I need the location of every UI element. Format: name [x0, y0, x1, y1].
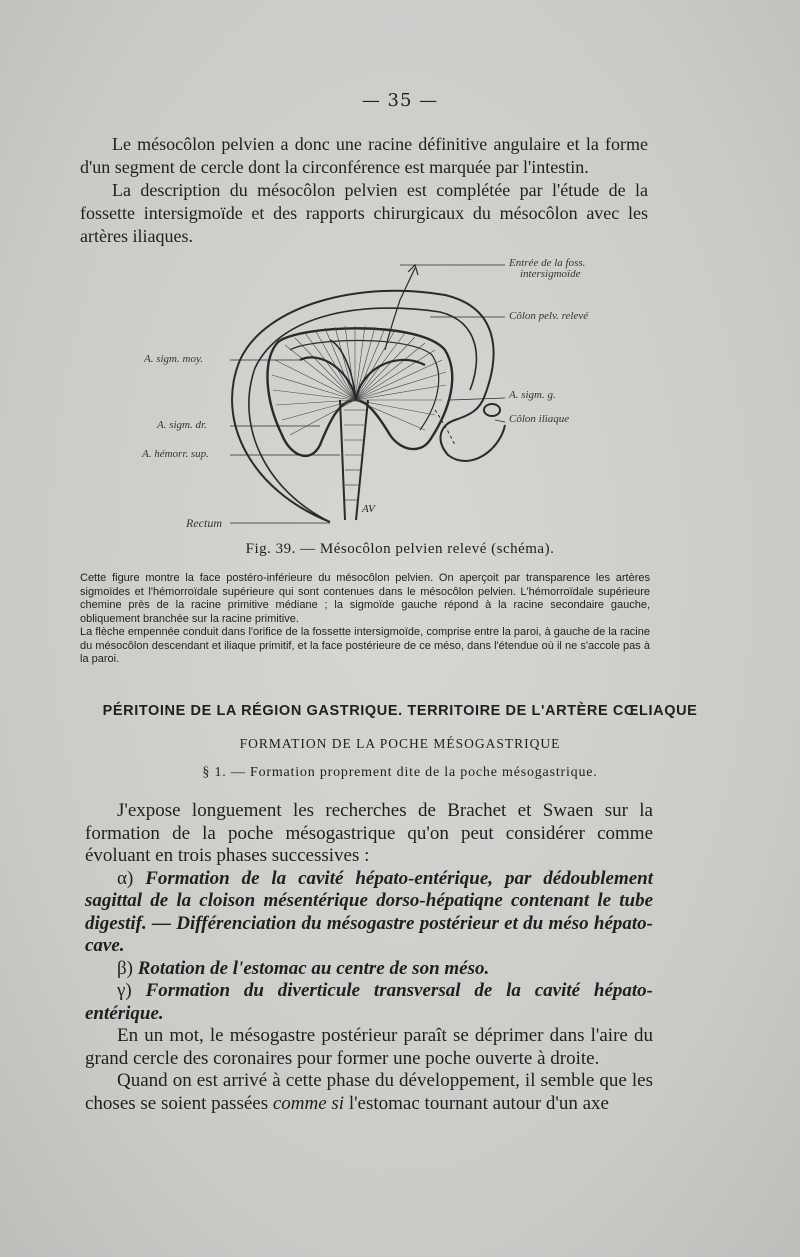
colon-iliaque-stub [484, 404, 500, 416]
label-colon-iliaque: Côlon iliaque [509, 413, 570, 425]
body-paragraph-2: En un mot, le mésogastre postérieur paraît se déprimer dans l'aire du grand cercle des coronaires pour former une poche ouverte à droite. [85, 1025, 653, 1069]
body-text [85, 800, 653, 1115]
fan-inner-arc [290, 340, 439, 430]
body-paragraph-3 [85, 1070, 653, 1115]
paragraph-heading: § 1. — Formation proprement dite de la poche mésogastrique. [202, 765, 598, 780]
label-sigm-g: A. sigm. g. [509, 389, 556, 401]
label-rectum: Rectum [186, 516, 222, 530]
intro-paragraph-2: La description du mésocôlon pelvien est complétée par l'étude de la fossette intersigmoïde et des rapports chirurgicaux du mésocôlon avec les artères iliaques. [80, 180, 648, 246]
p3-emphasis: comme si [272, 1092, 345, 1114]
phase-alpha [85, 868, 653, 958]
intro-paragraph-1: Le mésocôlon pelvien a donc une racine définitive angulaire et la forme d'un segment de cercle dont la circonférence est marquée par l'intestin. [80, 134, 648, 177]
figure-note-2: La flèche empennée conduit dans l'orifice de la fossette intersigmoïde, comprise entre la paroi, à gauche de la racine du mésocôlon descendant et iliaque primitif, et la face postérieure de ce méso, dans l'étendue où il ne s'accole pas à la paroi. [80, 626, 650, 665]
beta-marker: β) [117, 957, 133, 979]
figure-caption: Fig. 39. — Mésocôlon pelvien relevé (schéma). [245, 541, 555, 557]
alpha-marker: α) [117, 867, 134, 889]
label-colon-pelvien: Côlon pelv. relevé [509, 310, 589, 322]
section-heading: PÉRITOINE DE LA RÉGION GASTRIQUE. TERRITOIRE DE L'ARTÈRE CŒLIAQUE [102, 703, 698, 719]
beta-text: Rotation de l'estomac au centre de son méso. [137, 957, 490, 979]
body-paragraph-1: J'expose longuement les recherches de Brachet et Swaen sur la formation de la poche mésogastrique qu'on peut considérer comme évoluant en trois phases successives : [85, 800, 653, 866]
figure-signature: AV [362, 503, 375, 515]
label-entree-fossette: Entrée de la foss. [509, 257, 586, 269]
fan-hatching [272, 326, 446, 435]
figure-39-diagram [0, 250, 800, 535]
p3-end: l'estomac tournant autour d'un axe [348, 1092, 609, 1114]
gamma-marker: γ) [117, 980, 132, 1001]
page-number: — 35 — [361, 90, 439, 111]
figure-drawing [230, 265, 505, 523]
rectum-trunk [340, 400, 368, 520]
label-sigm-dr: A. sigm. dr. [157, 419, 207, 431]
alpha-text: Formation de la cavité hépato-entérique, par dédoublement sagittal de la cloison mésentérique dorso-hépatiqne contenant le tube digestif. — Différenciation du mésogastre postérieur et du méso hépato-cave. [85, 867, 654, 956]
label-entree-fossette-2: intersigmoïde [520, 268, 581, 280]
section-subheading: FORMATION DE LA POCHE MÉSOGASTRIQUE [239, 736, 561, 751]
phase-beta [85, 958, 653, 981]
label-hemorr-sup: A. hémorr. sup. [142, 448, 209, 460]
label-sigm-moy: A. sigm. moy. [144, 353, 203, 365]
phase-gamma [85, 980, 653, 1025]
intro-paragraphs [80, 133, 648, 248]
figure-note-1: Cette figure montre la face postéro-inférieure du mésocôlon pelvien. On aperçoit par transparence les artères sigmoïdes et l'hémorroïdale supérieure qui sont contenues dans le mésocôlon pelvien. L'hémorroïdale supérieure chemine près de la racine primitive médiane ; la sigmoïde gauche répond à la racine secondaire gauche, obliquement branchée sur la racine primitive. [80, 572, 650, 625]
p3-start: Quand on est arrivé à cette phase du développement, il semble que les choses se soient passées [85, 1070, 653, 1114]
gamma-text: Formation du diverticule transversal de la cavité hépato-entérique. [85, 980, 654, 1024]
